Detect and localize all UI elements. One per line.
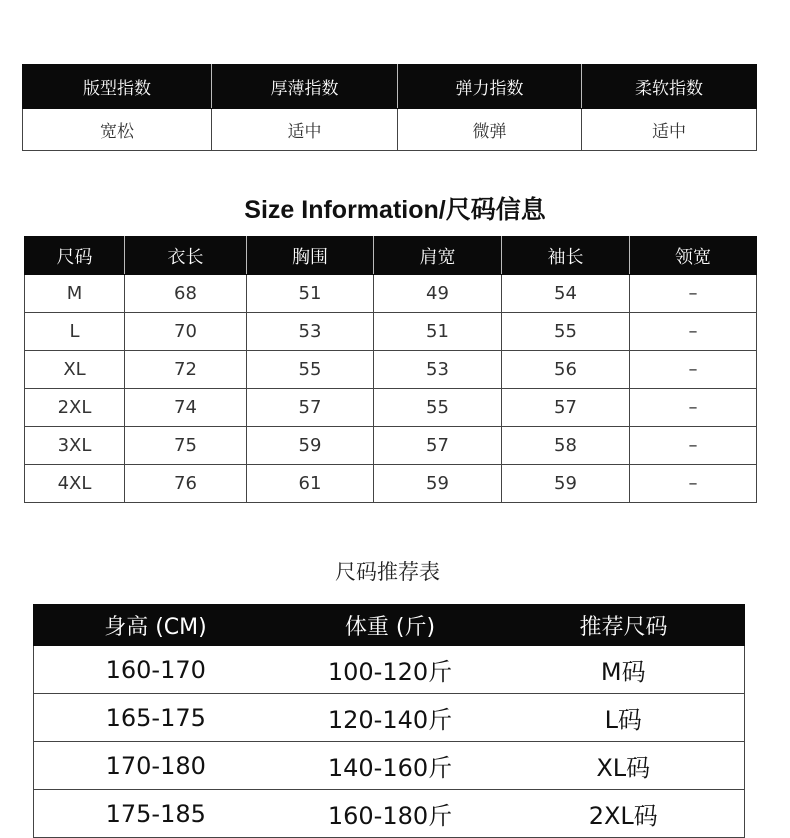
recommended-size-cell: L码 [503, 694, 745, 742]
sleeve-cell: 59 [502, 465, 630, 503]
weight-header: 体重 (斤) [278, 605, 503, 646]
shoulder-cell: 59 [374, 465, 502, 503]
height-cell: 165-175 [34, 694, 278, 742]
recommended-size-cell: 2XL码 [503, 790, 745, 838]
table-row [34, 646, 745, 694]
chest-cell: 57 [247, 389, 374, 427]
height-header: 身高 (CM) [34, 605, 278, 646]
recommendation-title: 尺码推荐表 [335, 560, 440, 584]
fabric-header-cell: 厚薄指数 [212, 65, 398, 109]
size-cell: 4XL [25, 465, 125, 503]
fabric-value-cell: 宽松 [23, 109, 212, 151]
size-cell: L [25, 313, 125, 351]
fabric-value-cell: 适中 [582, 109, 757, 151]
size-info-title: Size Information/尺码信息 [244, 196, 546, 224]
fabric-value-cell: 微弹 [398, 109, 582, 151]
sleeve-cell: 58 [502, 427, 630, 465]
size-info-table [24, 236, 757, 503]
fabric-value-row [23, 109, 757, 151]
collar-cell: – [630, 351, 757, 389]
fabric-value-cell: 适中 [212, 109, 398, 151]
table-row [25, 465, 757, 503]
size-header-cell: 胸围 [247, 237, 374, 275]
weight-cell: 120-140斤 [278, 694, 503, 742]
weight-cell: 100-120斤 [278, 646, 503, 694]
fabric-properties-table [22, 64, 757, 151]
recommendation-table [33, 604, 745, 838]
length-cell: 76 [125, 465, 247, 503]
size-header-cell: 领宽 [630, 237, 757, 275]
collar-cell: – [630, 275, 757, 313]
size-header-cell: 尺码 [25, 237, 125, 275]
chest-cell: 55 [247, 351, 374, 389]
chest-cell: 51 [247, 275, 374, 313]
table-row [34, 790, 745, 838]
recommendation-header-row [34, 605, 745, 646]
height-cell: 160-170 [34, 646, 278, 694]
length-cell: 72 [125, 351, 247, 389]
chest-cell: 59 [247, 427, 374, 465]
fabric-header-cell: 版型指数 [23, 65, 212, 109]
sleeve-cell: 56 [502, 351, 630, 389]
length-cell: 75 [125, 427, 247, 465]
height-cell: 175-185 [34, 790, 278, 838]
sleeve-cell: 55 [502, 313, 630, 351]
recommended-size-cell: XL码 [503, 742, 745, 790]
table-row [25, 389, 757, 427]
collar-cell: – [630, 313, 757, 351]
fabric-header-row [23, 65, 757, 109]
table-row [25, 275, 757, 313]
shoulder-cell: 57 [374, 427, 502, 465]
size-header-row [25, 237, 757, 275]
collar-cell: – [630, 389, 757, 427]
size-cell: 3XL [25, 427, 125, 465]
size-cell: XL [25, 351, 125, 389]
fabric-header-cell: 柔软指数 [582, 65, 757, 109]
chest-cell: 61 [247, 465, 374, 503]
size-cell: M [25, 275, 125, 313]
table-row [34, 742, 745, 790]
size-header-cell: 肩宽 [374, 237, 502, 275]
table-row [25, 427, 757, 465]
chest-cell: 53 [247, 313, 374, 351]
length-cell: 70 [125, 313, 247, 351]
length-cell: 68 [125, 275, 247, 313]
fabric-header-cell: 弹力指数 [398, 65, 582, 109]
weight-cell: 140-160斤 [278, 742, 503, 790]
table-row [25, 313, 757, 351]
table-row [34, 694, 745, 742]
weight-cell: 160-180斤 [278, 790, 503, 838]
size-header-cell: 衣长 [125, 237, 247, 275]
length-cell: 74 [125, 389, 247, 427]
table-row [25, 351, 757, 389]
collar-cell: – [630, 465, 757, 503]
recommended-size-header: 推荐尺码 [503, 605, 745, 646]
recommended-size-cell: M码 [503, 646, 745, 694]
sleeve-cell: 57 [502, 389, 630, 427]
size-header-cell: 袖长 [502, 237, 630, 275]
shoulder-cell: 53 [374, 351, 502, 389]
shoulder-cell: 49 [374, 275, 502, 313]
sleeve-cell: 54 [502, 275, 630, 313]
shoulder-cell: 55 [374, 389, 502, 427]
shoulder-cell: 51 [374, 313, 502, 351]
size-cell: 2XL [25, 389, 125, 427]
height-cell: 170-180 [34, 742, 278, 790]
collar-cell: – [630, 427, 757, 465]
